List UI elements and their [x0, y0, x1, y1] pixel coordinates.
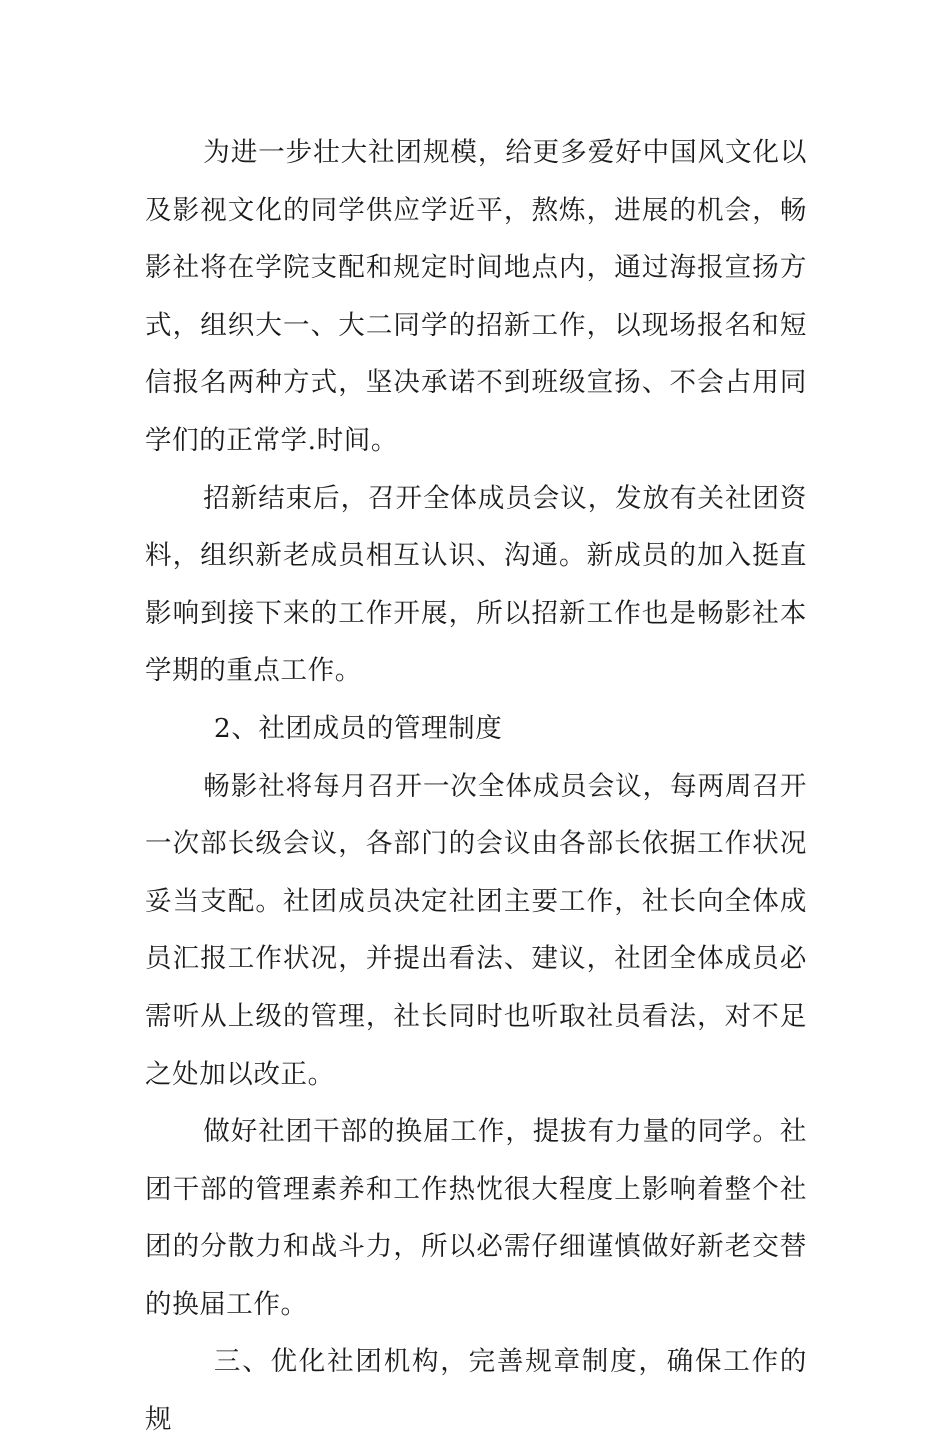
section-heading-optimize-structure: 三、优化社团机构，完善规章制度，确保工作的规: [145, 1346, 807, 1436]
document-page: [145, 124, 807, 1449]
paragraph-recruitment: 为进一步壮大社团规模，给更多爱好中国风文化以及影视文化的同学供应学近平，熬炼，进展的机会，畅影社将在学院支配和规定时间地点内，通过海报宣扬方式，组织大一、大二同学的招新工作，以现场报名和短信报名两种方式，坚决承诺不到班级宣扬、不会占用同学们的正常学.时间。: [145, 137, 807, 456]
paragraph-meetings: 畅影社将每月召开一次全体成员会议，每两周召开一次部长级会议，各部门的会议由各部长依据工作状况妥当支配。社团成员决定社团主要工作，社长向全体成员汇报工作状况，并提出看法、建议，社团全体成员必需听从上级的管理，社长同时也听取社员看法，对不足之处加以改正。: [145, 770, 807, 1090]
paragraph-after-recruitment: 招新结束后，召开全体成员会议，发放有关社团资料，组织新老成员相互认识、沟通。新成员的加入挺直影响到接下来的工作开展，所以招新工作也是畅影社本学期的重点工作。: [145, 482, 807, 687]
paragraph-leadership-transition: 做好社团干部的换届工作，提拔有力量的同学。社团干部的管理素养和工作热忱很大程度上影响着整个社团的分散力和战斗力，所以必需仔细谨慎做好新老交替的换届工作。: [145, 1116, 807, 1320]
section-heading-member-management: 2、社团成员的管理制度: [213, 712, 503, 744]
